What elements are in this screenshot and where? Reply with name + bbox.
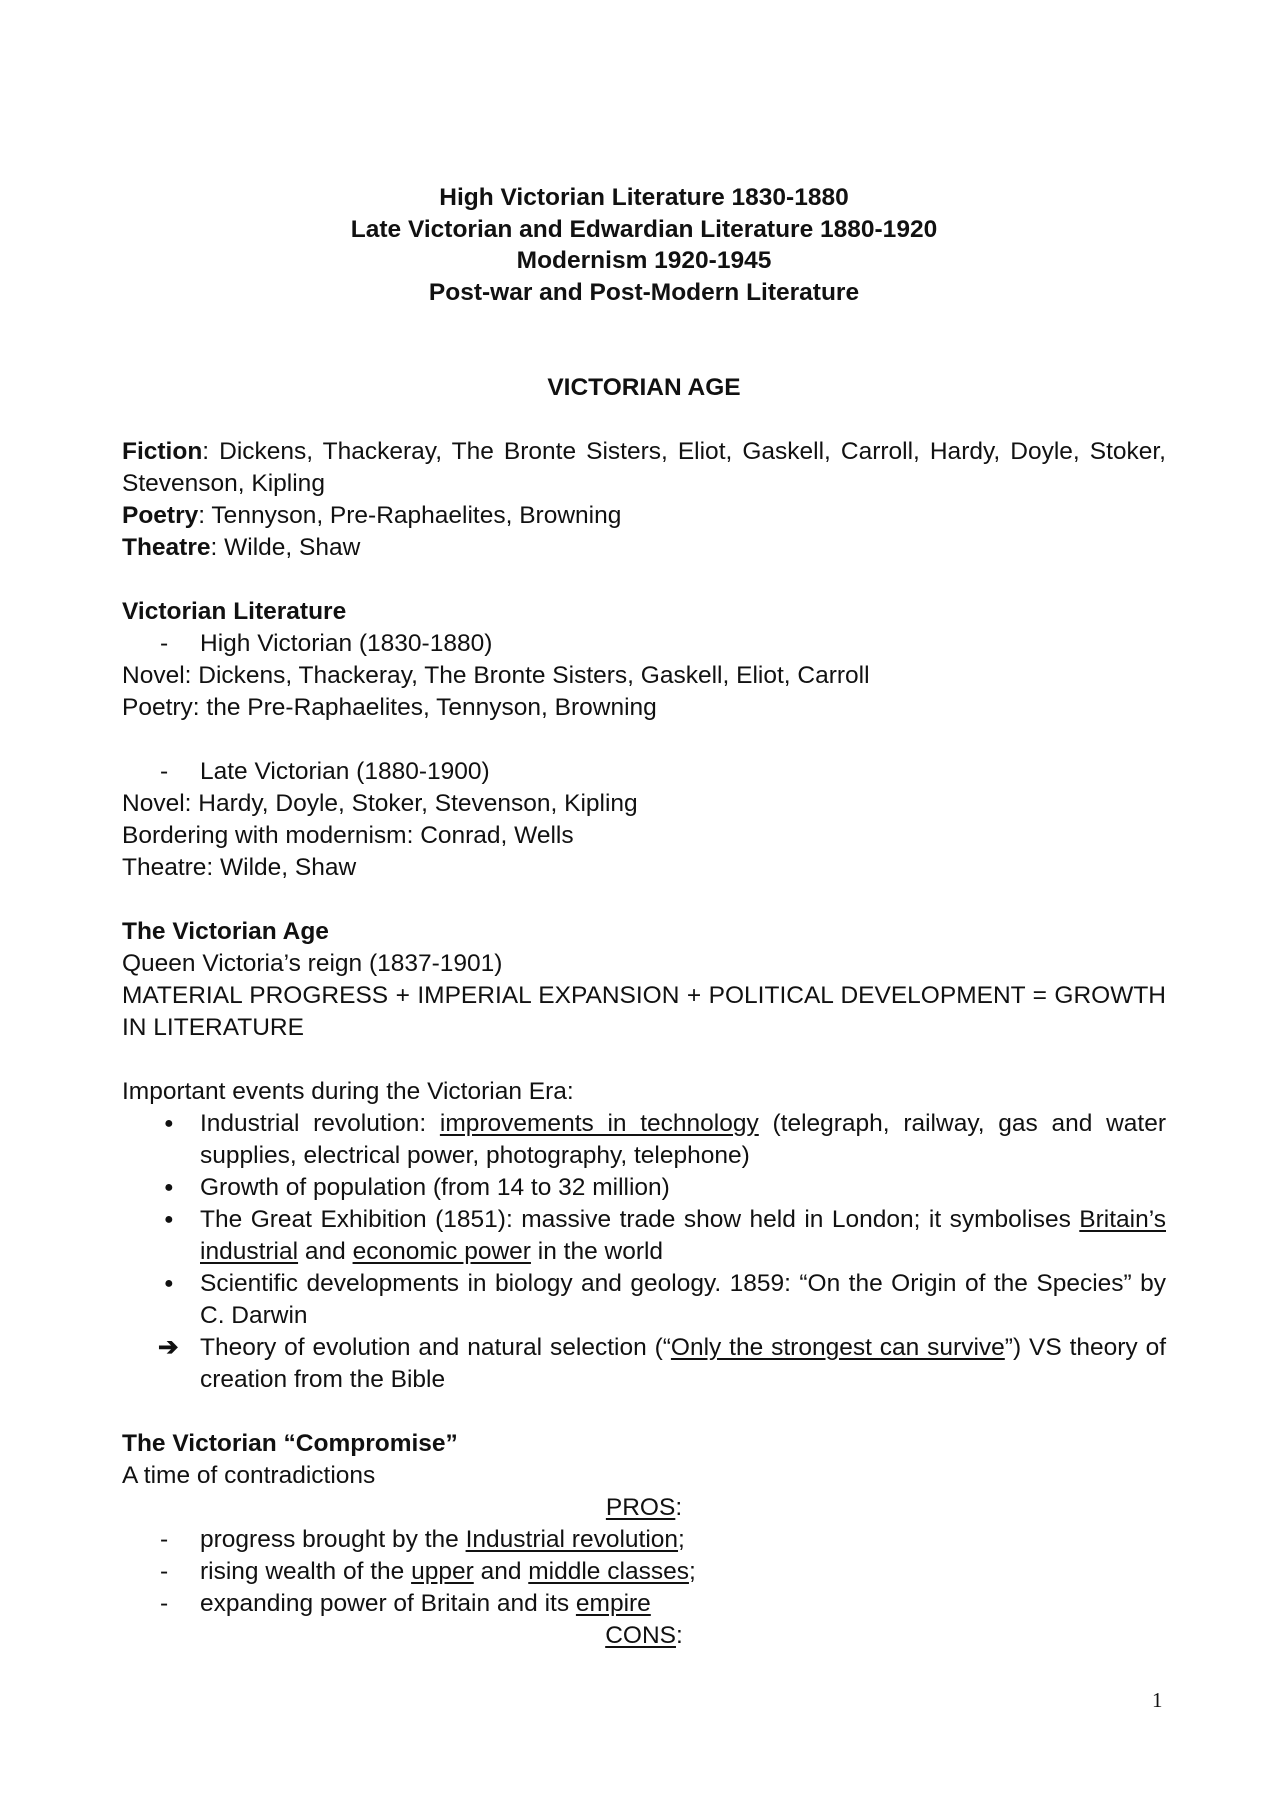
reign-line: Queen Victoria’s reign (1837-1901) [122, 950, 503, 977]
list-item: ● Scientific developments in biology and geology. 1859: “On the Origin of the Species” by C. Darwin [164, 1270, 1166, 1329]
poetry-label: Poetry [122, 502, 199, 529]
late-theatre-line: Theatre: Wilde, Shaw [122, 854, 357, 881]
pros-label: PROS: [605, 1494, 683, 1521]
late-novel-line: Novel: Hardy, Doyle, Stoker, Stevenson, Kipling [122, 790, 638, 817]
victorian-literature-heading: Victorian Literature [122, 598, 347, 625]
high-novel-line: Novel: Dickens, Thackeray, The Bronte Sisters, Gaskell, Eliot, Carroll [122, 662, 870, 689]
compromise-subtitle: A time of contradictions [122, 1462, 376, 1489]
arrow-icon: ➔ [158, 1334, 179, 1361]
list-item: ● Industrial revolution: improvements in technology (telegraph, railway, gas and water supplies, electrical power, photography, telephone) [164, 1110, 1166, 1169]
list-item: - rising wealth of the upper and middle classes; [122, 1556, 1166, 1588]
title-line: Modernism 1920-1945 [516, 247, 772, 274]
genre-poetry [122, 500, 1166, 532]
events-intro: Important events during the Victorian Era: [122, 1078, 574, 1105]
bullet-marker: ● [164, 1179, 174, 1196]
dash-marker: - [160, 630, 169, 657]
fiction-label: Fiction [122, 438, 203, 465]
high-poetry-line: Poetry: the Pre-Raphaelites, Tennyson, Browning [122, 694, 657, 721]
bullet-marker: ● [164, 1275, 174, 1292]
list-item: ➔ Theory of evolution and natural selection (“Only the strongest can survive”) VS theory of creation from the Bible [158, 1334, 1166, 1393]
dash-marker: - [160, 1558, 169, 1585]
title-line: High Victorian Literature 1830-1880 [439, 184, 849, 211]
bullet-marker: ● [164, 1211, 174, 1228]
list-item: ● Growth of population (from 14 to 32 million) [122, 1172, 1166, 1204]
list-item: - High Victorian (1830-1880) [122, 628, 1166, 660]
page-number: 1 [1152, 1688, 1163, 1712]
poetry-text: : Tennyson, Pre-Raphaelites, Browning [198, 502, 622, 529]
fiction-text: : Dickens, Thackeray, The Bronte Sisters, Eliot, Gaskell, Carroll, Hardy, Doyle, Stoker, Stevenson, Kipling [122, 438, 1166, 497]
theatre-label: Theatre [122, 534, 211, 561]
genre-theatre [122, 532, 1166, 564]
list-item: ● The Great Exhibition (1851): massive trade show held in London; it symbolises Britain’s industrial and economic power in the world [164, 1206, 1166, 1265]
compromise-heading: The Victorian “Compromise” [122, 1430, 458, 1457]
title-line: Post-war and Post-Modern Literature [428, 278, 860, 306]
title-line: Late Victorian and Edwardian Literature 1880-1920 [350, 215, 938, 243]
list-item: - progress brought by the Industrial revolution; [122, 1524, 1166, 1556]
genre-fiction [122, 436, 1166, 500]
page-content [122, 182, 1166, 1652]
equation-line: MATERIAL PROGRESS + IMPERIAL EXPANSION + POLITICAL DEVELOPMENT = GROWTH IN LITERATURE [122, 982, 1166, 1041]
list-item: - expanding power of Britain and its empire [122, 1588, 1166, 1620]
victorian-age-heading: The Victorian Age [122, 918, 329, 945]
section-heading: VICTORIAN AGE [547, 374, 741, 401]
cons-label: CONS: [605, 1622, 683, 1649]
bullet-marker: ● [164, 1115, 174, 1132]
dash-marker: - [160, 1526, 169, 1553]
list-item: - Late Victorian (1880-1900) [122, 756, 1166, 788]
dash-marker: - [160, 1590, 169, 1617]
late-bordering-line: Bordering with modernism: Conrad, Wells [122, 822, 574, 849]
title-block [122, 182, 1166, 308]
dash-marker: - [160, 758, 169, 785]
theatre-text: : Wilde, Shaw [210, 534, 361, 561]
